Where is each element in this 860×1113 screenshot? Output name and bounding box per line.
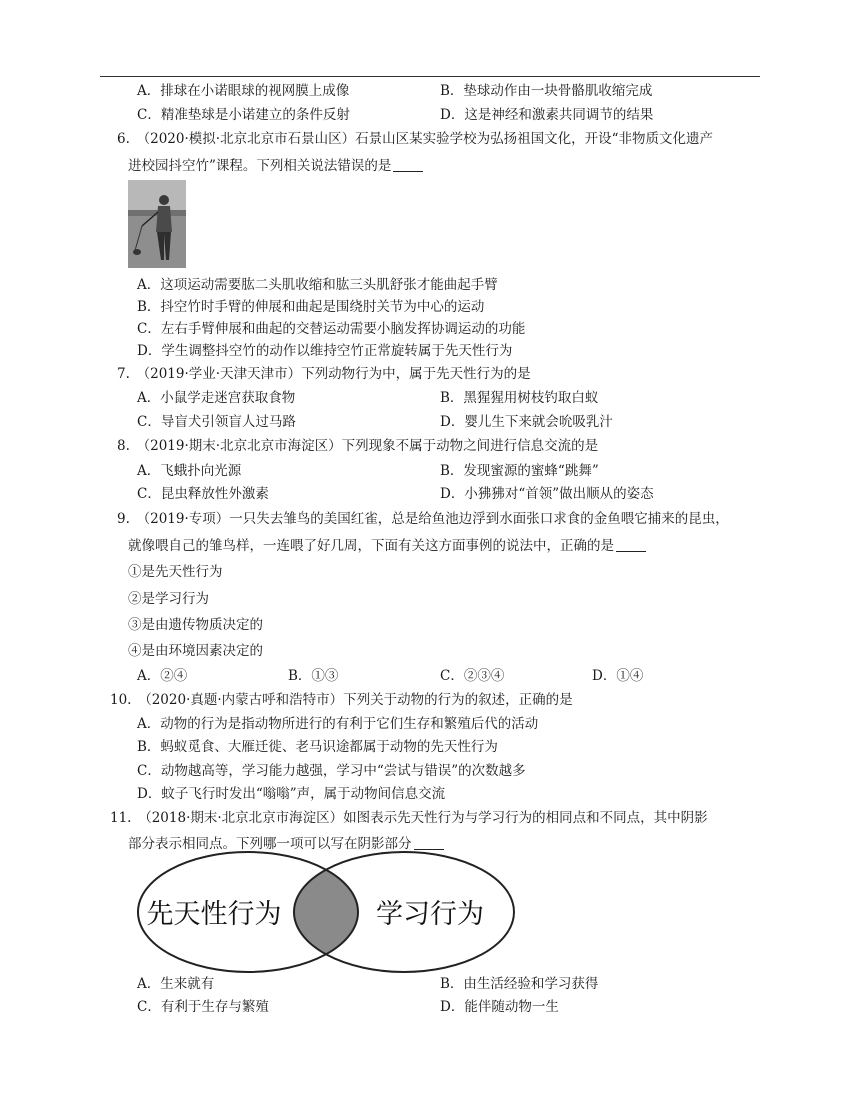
q6-answer-blank [393,157,423,172]
venn-left-label: 先天性行为 [146,899,282,930]
q11-option-b[interactable]: B．由生活经验和学习获得 [440,976,599,992]
q11-option-a[interactable]: A．生来就有 [137,976,215,992]
q10-option-c[interactable]: C．动物越高等，学习能力越强，学习中“尝试与错误”的次数越多 [137,763,526,779]
q6-stem-text: 进校园抖空竹”课程。下列相关说法错误的是 [128,158,392,174]
q10-option-b[interactable]: B．蚂蚁觅食、大雁迁徙、老马识途都属于动物的先天性行为 [137,739,498,755]
q10-option-d[interactable]: D．蚊子飞行时发出“嗡嗡”声，属于动物间信息交流 [137,786,446,802]
q9-answer-blank [616,537,646,552]
q7-stem: 7. （2019·学业·天津天津市）下列动物行为中，属于先天性行为的是 [117,366,531,382]
q6-option-c[interactable]: C．左右手臂伸展和曲起的交替运动需要小脑发挥协调运动的功能 [137,321,526,337]
q7-option-a[interactable]: A．小鼠学走迷宫获取食物 [137,390,296,406]
q8-stem: 8. （2019·期末·北京北京市海淀区）下列现象不属于动物之间进行信息交流的是 [117,438,599,454]
q9-stem-text: 就像喂自己的雏鸟样，一连喂了好几周，下面有关这方面事例的说法中，正确的是 [128,538,614,554]
q11-stem-line1: 11. （2018·期末·北京北京市海淀区）如图表示先天性行为与学习行为的相同点和不同点，其中阴影 [110,810,708,826]
header-rule [100,76,760,77]
venn-right-label: 学习行为 [376,899,484,930]
q9-statement-1: ①是先天性行为 [128,564,223,580]
q9-statement-2: ②是学习行为 [128,591,209,607]
q5-option-d[interactable]: D．这是神经和激素共同调节的结果 [440,107,654,123]
q11-venn-diagram [136,849,516,975]
q9-option-b[interactable]: B．①③ [288,668,339,684]
q6-option-d[interactable]: D．学生调整抖空竹的动作以维持空竹正常旋转属于先天性行为 [137,343,513,359]
q6-option-a[interactable]: A．这项运动需要肱二头肌收缩和肱三头肌舒张才能曲起手臂 [137,277,498,293]
q11-stem-text: 部分表示相同点。下列哪一项可以写在阴影部分 [128,836,412,852]
q8-option-c[interactable]: C．昆虫释放性外激素 [137,486,269,502]
q5-option-c[interactable]: C．精准垫球是小诺建立的条件反射 [137,107,350,123]
q6-stem-line2 [128,156,423,176]
q6-stem-line1: 6. （2020·模拟·北京北京市石景山区）石景山区某实验学校为弘扬祖国文化，开设“非物质文化遗产 [117,131,713,147]
q11-option-d[interactable]: D．能伴随动物一生 [440,999,559,1015]
q6-option-b[interactable]: B．抖空竹时手臂的伸展和曲起是围绕肘关节为中心的运动 [137,299,485,315]
q11-answer-blank [414,835,444,850]
q9-statement-4: ④是由环境因素决定的 [128,643,263,659]
q9-option-c[interactable]: C．②③④ [440,668,505,684]
q9-option-d[interactable]: D．①④ [592,668,644,684]
q11-option-c[interactable]: C．有利于生存与繁殖 [137,999,269,1015]
q7-option-b[interactable]: B．黑猩猩用树枝钓取白蚁 [440,390,599,406]
q8-option-d[interactable]: D．小狒狒对“首领”做出顺从的姿态 [440,486,654,502]
q9-statement-3: ③是由遗传物质决定的 [128,617,263,633]
q10-stem: 10. （2020·真题·内蒙古呼和浩特市）下列关于动物的行为的叙述，正确的是 [110,692,573,708]
q7-option-d[interactable]: D．婴儿生下来就会吮吸乳汁 [440,414,613,430]
q5-option-a[interactable]: A．排球在小诺眼球的视网膜上成像 [137,83,350,99]
q7-option-c[interactable]: C．导盲犬引领盲人过马路 [137,414,296,430]
q8-option-a[interactable]: A．飞蛾扑向光源 [137,463,242,479]
q8-option-b[interactable]: B．发现蜜源的蜜蜂“跳舞” [440,463,599,479]
q9-stem-line1: 9. （2019·专项）一只失去雏鸟的美国红雀，总是给鱼池边浮到水面张口求食的金鱼喂它捕来的昆虫， [117,511,729,527]
q6-photo [128,180,186,268]
q5-option-b[interactable]: B．垫球动作由一块骨骼肌收缩完成 [440,83,653,99]
q9-stem-line2 [128,536,646,556]
q10-option-a[interactable]: A．动物的行为是指动物所进行的有利于它们生存和繁殖后代的活动 [137,716,539,732]
q9-option-a[interactable]: A．②④ [137,668,188,684]
